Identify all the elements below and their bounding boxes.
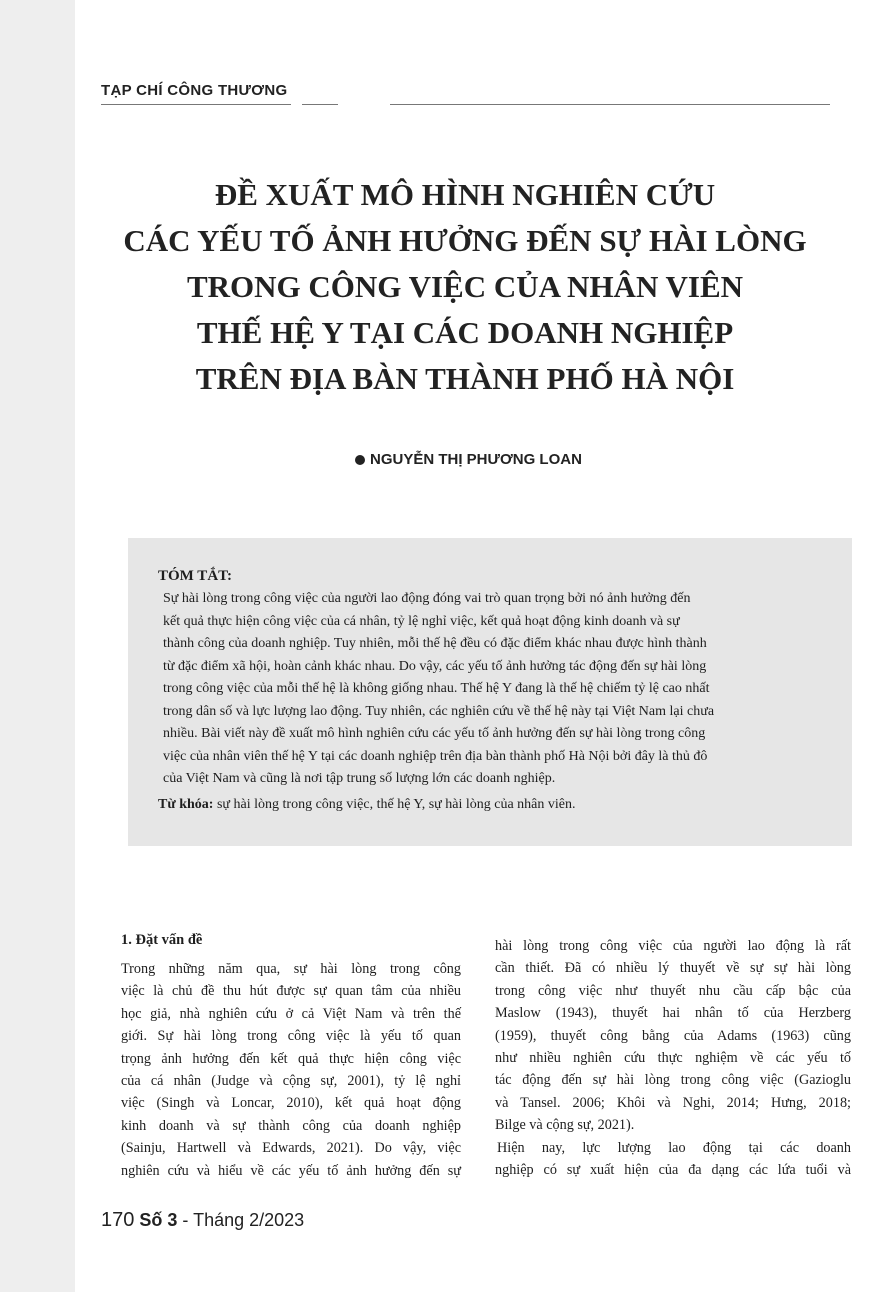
body-line: Bilge và cộng sự, 2021). (495, 1117, 635, 1134)
body-line: nghiệp có sự xuất hiện của đa dạng các lứa tuổi và (495, 1162, 851, 1179)
bullet-icon (355, 455, 365, 465)
journal-header: TẠP CHÍ CÔNG THƯƠNG (101, 82, 288, 99)
abstract-line: kết quả thực hiện công việc của cá nhân, tỷ lệ nghỉ việc, kết quả hoạt động kinh doanh và sự (163, 613, 680, 629)
body-line: trong công việc như thuyết nhu cầu cấp bậc của (495, 982, 851, 999)
section-heading: 1. Đặt vấn đề (121, 932, 203, 948)
page-margin-strip (0, 0, 75, 1292)
header-rule (390, 104, 830, 105)
title-line: TRONG CÔNG VIỆC CỦA NHÂN VIÊN (186, 269, 744, 304)
issue-number: Số 3 (139, 1210, 178, 1230)
body-line: kinh doanh và sự thành công của doanh nghiệp (121, 1117, 461, 1134)
body-line: (Sainju, Hartwell và Edwards, 2021). Do vậy, việc (121, 1140, 461, 1157)
abstract-body (163, 588, 818, 791)
body-line: và Tansel. 2006; Khôi và Nghi, 2014; Hưng, 2018; (495, 1094, 851, 1111)
body-line: của cá nhân (Judge và cộng sự, 2001), tỷ lệ nghỉ (121, 1073, 461, 1090)
abstract-heading: TÓM TẮT: (158, 568, 233, 584)
abstract-line: của Việt Nam và cũng là nơi tập trung số lượng lớn các doanh nghiệp. (163, 771, 556, 786)
title-line: ĐỀ XUẤT MÔ HÌNH NGHIÊN CỨU (214, 177, 716, 212)
keywords-text: sự hài lòng trong công việc, thế hệ Y, sự hài lòng của nhân viên. (213, 797, 576, 812)
author-name: NGUYỄN THỊ PHƯƠNG LOAN (370, 451, 582, 468)
body-line: trọng ảnh hưởng đến kết quả thực hiện công việc (121, 1050, 461, 1067)
body-line: (1959), thuyết công bằng của Adams (1963) cũng (495, 1027, 851, 1044)
body-line: học giả, nhà nghiên cứu ở cả Việt Nam và trên thế (121, 1005, 461, 1022)
body-line: tác động đến sự hài lòng trong công việc (Gazioglu (495, 1072, 851, 1089)
article-title (90, 172, 840, 402)
header-rule (302, 104, 338, 105)
keywords (158, 797, 838, 813)
title-line: TRÊN ĐỊA BÀN THÀNH PHỐ HÀ NỘI (195, 361, 735, 396)
page-number: 170 (101, 1209, 135, 1231)
page-footer (101, 1209, 304, 1232)
abstract-line: thành công của doanh nghiệp. Tuy nhiên, mỗi thế hệ đều có đặc điểm khác nhau được hình thành (163, 636, 707, 651)
body-line: cần thiết. Đã có nhiều lý thuyết về sự sự hài lòng (495, 960, 851, 977)
body-line: việc (Singh và Loncar, 2010), kết quả hoạt động (121, 1095, 461, 1112)
body-line: giới. Sự hài lòng trong công việc là yếu tố quan (121, 1028, 461, 1045)
abstract-line: trong dân số và lực lượng lao động. Tuy nhiên, các nghiên cứu về thế hệ này tại Việt Nam lại chưa (163, 703, 715, 719)
body-line: Maslow (1943), thuyết hai nhân tố của Herzberg (495, 1005, 851, 1022)
abstract-line: trong công việc của mỗi thế hệ là không giống nhau. Thế hệ Y đang là thế hệ chiếm tỷ lệ cao nhất (163, 681, 710, 696)
abstract-line: Sự hài lòng trong công việc của người lao động đóng vai trò quan trọng bởi nó ảnh hưởng đến (163, 591, 691, 606)
header-rule (101, 104, 291, 105)
abstract-line: nhiều. Bài viết này đề xuất mô hình nghiên cứu các yếu tố ảnh hưởng đến sự hài lòng trong công (163, 726, 706, 741)
abstract-line: từ đặc điểm xã hội, hoàn cảnh khác nhau. Do vậy, các yếu tố ảnh hưởng tác động đến sự hài lòng (163, 658, 707, 674)
body-line: việc là chủ đề thu hút được sự quan tâm của nhiều (121, 983, 461, 1000)
title-line: THẾ HỆ Y TẠI CÁC DOANH NGHIỆP (196, 315, 734, 350)
issue-date: - Tháng 2/2023 (177, 1210, 305, 1230)
body-line: hài lòng trong công việc của người lao động là rất (495, 938, 851, 954)
body-column-left (121, 958, 461, 1182)
keywords-label: Từ khóa: (158, 797, 214, 812)
title-line: CÁC YẾU TỐ ẢNH HƯỞNG ĐẾN SỰ HÀI LÒNG (123, 223, 807, 258)
author-byline (355, 451, 582, 468)
abstract-line: việc của nhân viên thế hệ Y tại các doanh nghiệp trên địa bàn thành phố Hà Nội bởi đây là thủ đô (163, 748, 708, 764)
body-line: Trong những năm qua, sự hài lòng trong công (121, 961, 461, 977)
body-line: Hiện nay, lực lượng lao động tại các doanh (497, 1139, 851, 1156)
body-line: nghiên cứu và hiểu về các yếu tố ảnh hưởng đến sự (121, 1162, 461, 1179)
body-line: như nhiều nghiên cứu thực nghiệm về các yếu tố (495, 1050, 851, 1067)
body-column-right (495, 935, 851, 1181)
